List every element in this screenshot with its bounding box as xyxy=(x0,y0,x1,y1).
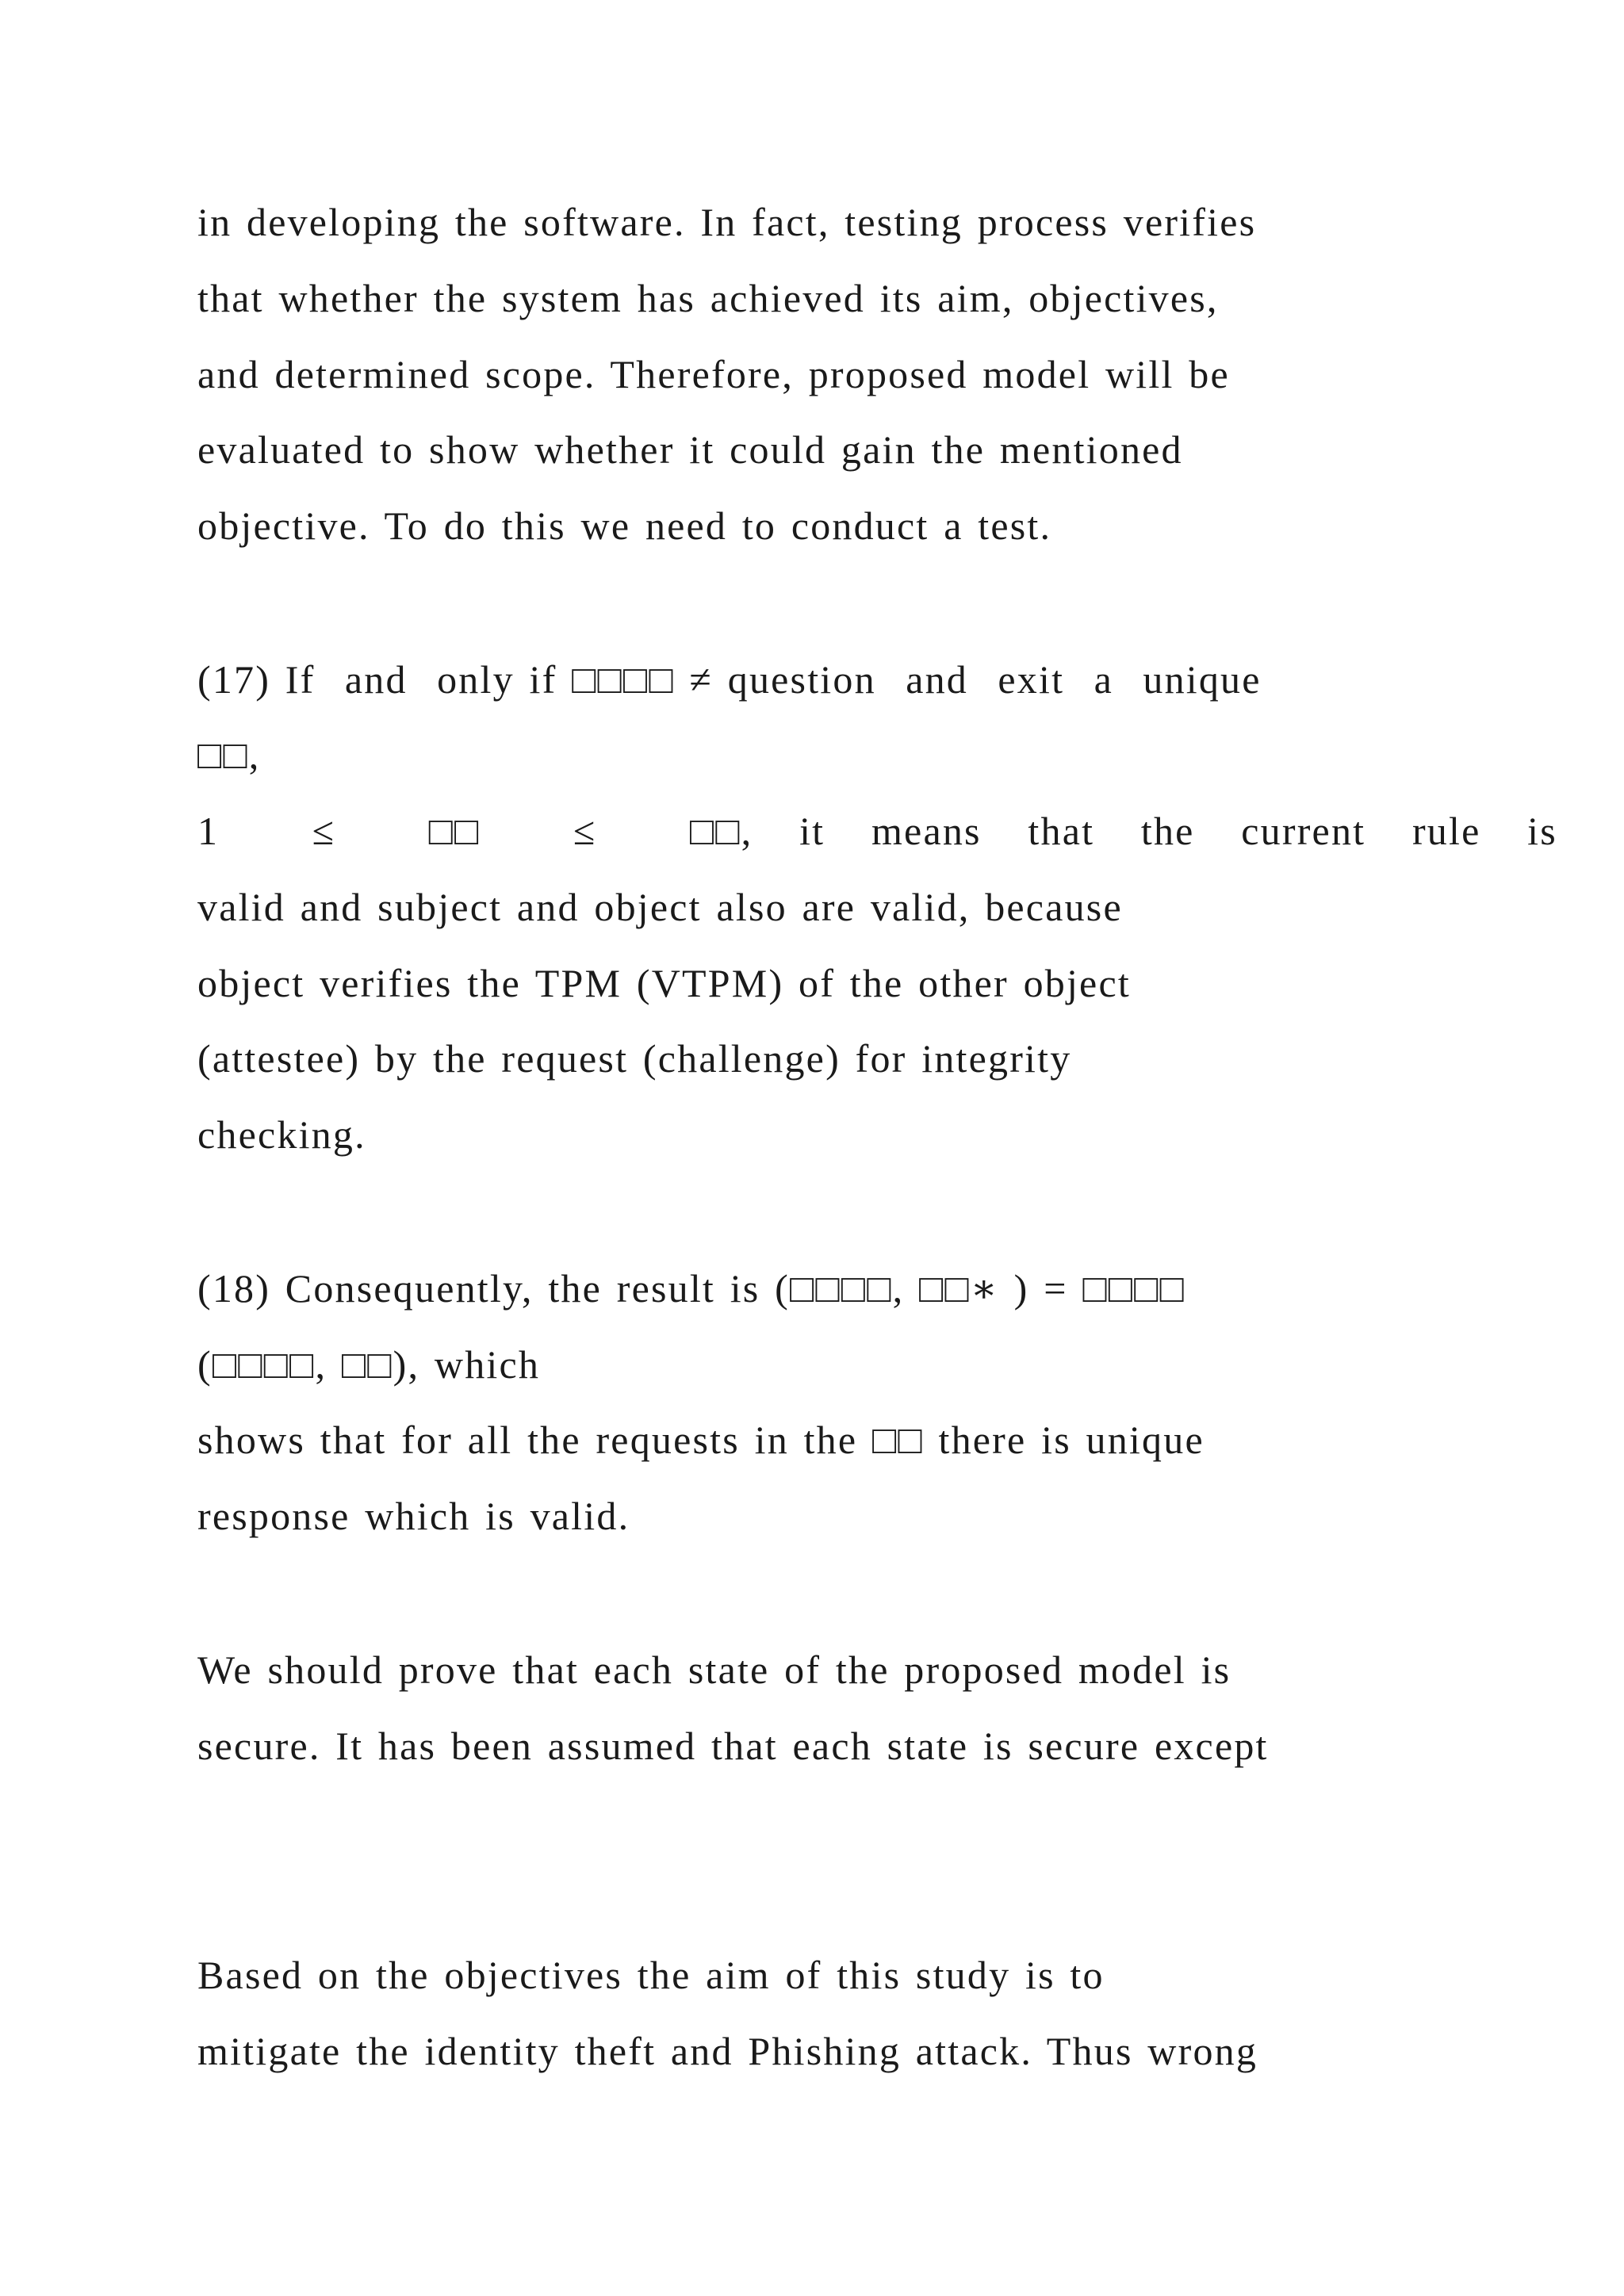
text-line: valid and subject and object also are valid, because xyxy=(197,885,1123,929)
text-line: 1 ≤ □□ ≤ □□, it means that the current rule is xyxy=(197,809,1557,853)
text-line: evaluated to show whether it could gain the mentioned xyxy=(197,427,1183,472)
text-line: secure. It has been assumed that each state is secure except xyxy=(197,1724,1269,1768)
text-line: response which is valid. xyxy=(197,1494,630,1538)
text-line: and determined scope. Therefore, proposed model will be xyxy=(197,352,1230,396)
text-line: objective. To do this we need to conduct a test. xyxy=(197,503,1052,548)
text-line: that whether the system has achieved its aim, objectives, xyxy=(197,276,1219,320)
text-line: (17) If and only if □□□□ ≠ question and exit a unique xyxy=(197,657,1262,702)
text-line: object verifies the TPM (VTPM) of the other object xyxy=(197,961,1131,1005)
text-line: Based on the objectives the aim of this study is to xyxy=(197,1953,1105,1997)
text-line: (attestee) by the request (challenge) for integrity xyxy=(197,1036,1072,1081)
text-line: (18) Consequently, the result is (□□□□, □□∗ ) = □□□□ xyxy=(197,1266,1185,1311)
text-line: □□, xyxy=(197,733,261,777)
text-line: (□□□□, □□), which xyxy=(197,1342,541,1387)
text-line: in developing the software. In fact, testing process verifies xyxy=(197,200,1257,244)
text-line: We should prove that each state of the proposed model is xyxy=(197,1647,1231,1692)
text-line: shows that for all the requests in the □□ there is unique xyxy=(197,1418,1205,1462)
text-line: mitigate the identity theft and Phishing attack. Thus wrong xyxy=(197,2029,1258,2073)
text-line: checking. xyxy=(197,1112,366,1157)
